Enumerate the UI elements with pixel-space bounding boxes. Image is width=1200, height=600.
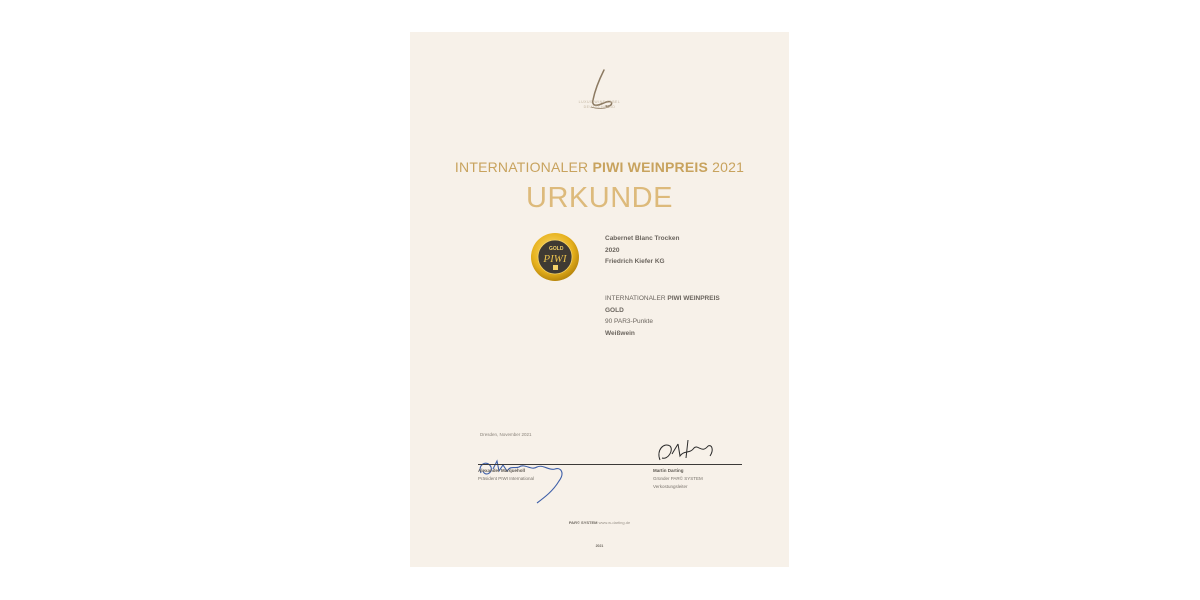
contest-title-prefix: INTERNATIONALER	[454, 159, 593, 175]
medal-brand: PIWI	[543, 253, 567, 265]
medal-level: GOLD	[549, 246, 564, 252]
signatory-2-role: Gründer PAR© SYSTEM	[653, 476, 703, 481]
signature-line	[478, 464, 742, 465]
footer-text: www.w-darting.de	[598, 520, 631, 525]
certificate-sheet	[410, 32, 789, 567]
award-points: 90 PAR3-Punkte	[605, 318, 653, 325]
footer-brand: PAR© SYSTEM	[568, 520, 598, 525]
award-competition-prefix: INTERNATIONALER	[605, 295, 668, 302]
contest-title	[410, 159, 789, 175]
luxus-logo-icon	[578, 66, 622, 118]
page-marker: 2021	[595, 544, 604, 548]
signatory-1-name: Alexander Marqueholl	[478, 468, 526, 473]
award-medal: GOLD	[605, 306, 624, 314]
signatory-1-role: Präsident PIWI International	[478, 476, 535, 481]
medal-emblem	[553, 265, 558, 270]
contest-title-year: 2021	[708, 159, 745, 175]
signatory-2-name: Martin Darting	[653, 468, 684, 473]
wine-info	[605, 233, 679, 268]
wine-name: Cabernet Blanc Trocken	[605, 235, 680, 242]
award-competition	[605, 293, 720, 305]
wine-producer: Friedrich Kiefer KG	[605, 258, 665, 265]
logo-text: LUXUS WINE LABEL	[578, 100, 621, 104]
gold-medal-icon	[530, 232, 580, 282]
award-competition-emphasis: PIWI WEINPREIS	[667, 295, 720, 302]
wine-vintage: 2020	[605, 246, 620, 254]
signatory-1	[478, 467, 534, 483]
award-category: Weißwein	[605, 329, 635, 337]
logo-subtext: DEUTSCHLAND	[583, 105, 616, 109]
contest-title-emphasis: PIWI WEINPREIS	[592, 159, 709, 175]
document-title: URKUNDE	[526, 182, 673, 214]
footer	[410, 520, 789, 525]
award-info	[605, 293, 720, 339]
signatory-2	[653, 467, 703, 491]
signatory-2-role2: Verkostungsleiter	[653, 484, 688, 489]
place-date: Dresden, November 2021	[480, 432, 532, 437]
